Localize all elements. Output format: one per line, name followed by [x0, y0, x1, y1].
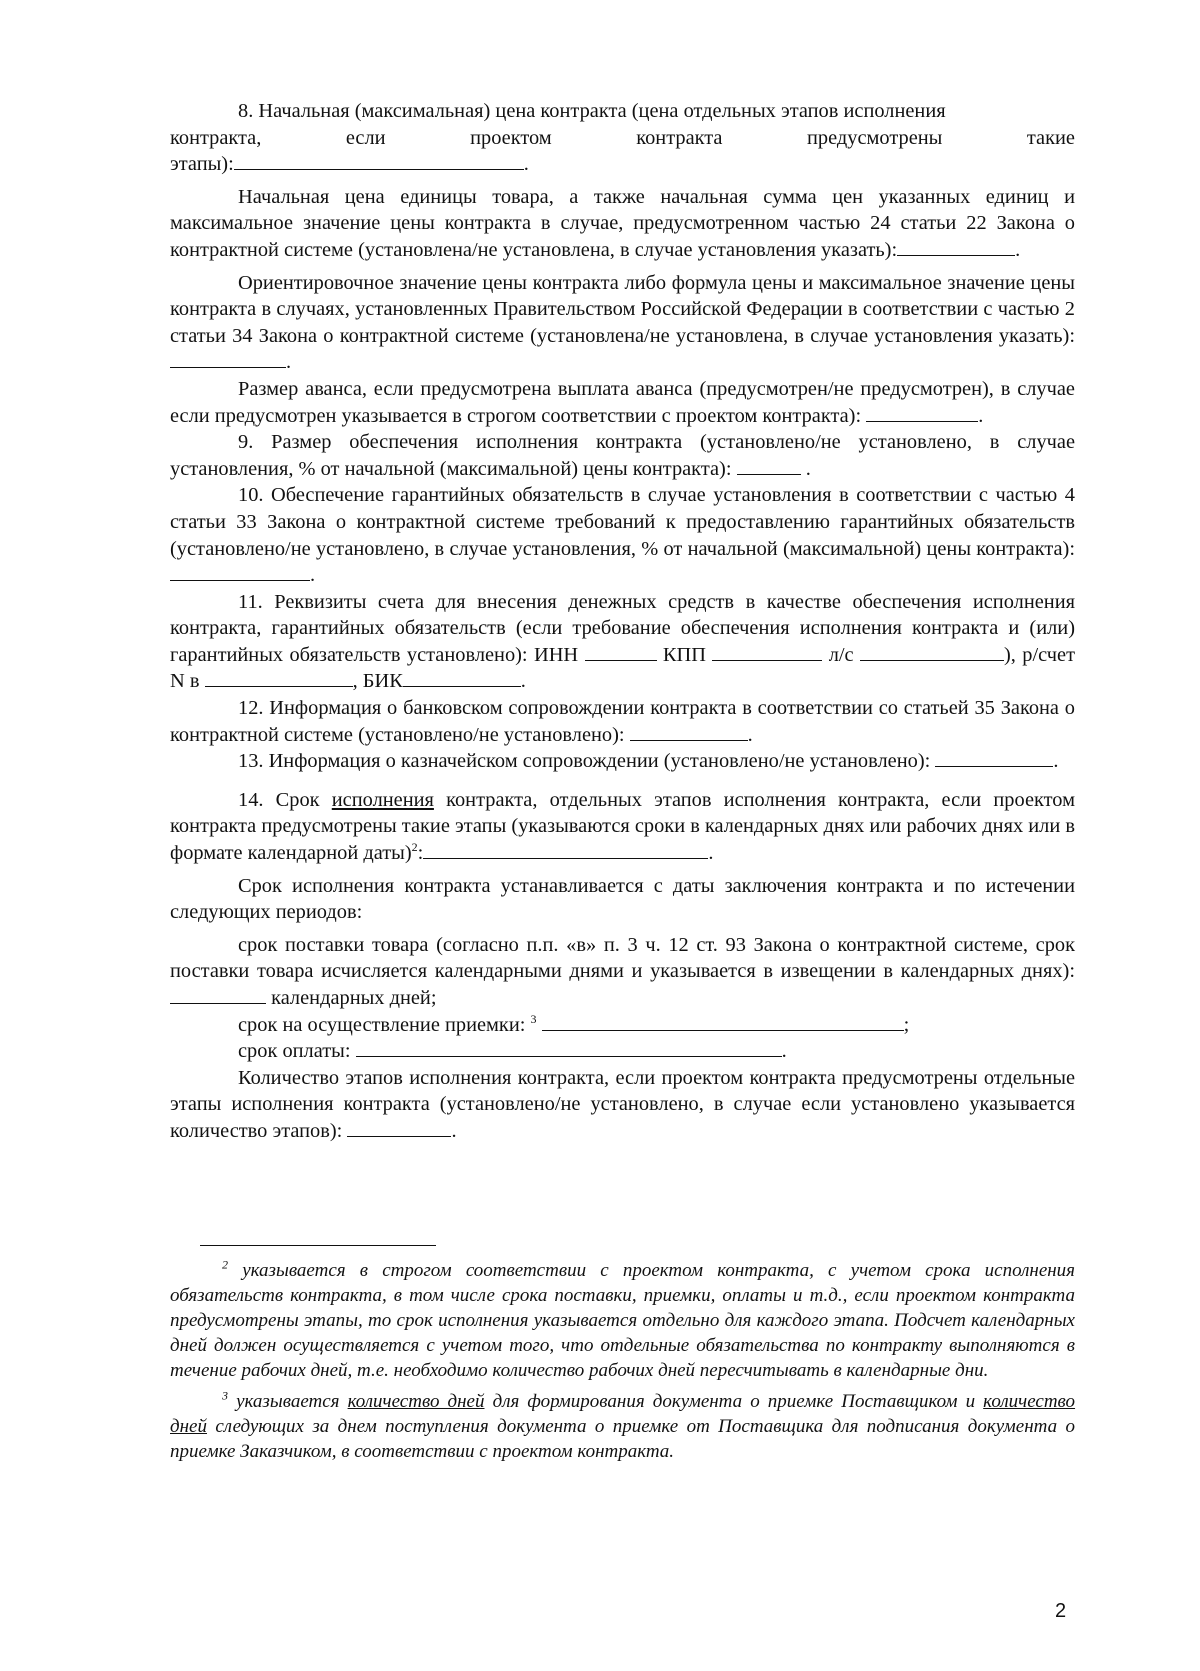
- blank-field[interactable]: [866, 403, 978, 422]
- page-number: 2: [1055, 1600, 1067, 1622]
- days-label: календарных дней;: [271, 987, 437, 1009]
- section-8-line2: [170, 125, 1075, 152]
- ls-label: л/с: [828, 643, 854, 666]
- text: контракта, отдельных этапов исполнения контракта, если проектом контракта предусмотрены такие этапы (указываются сроки в календарных днях или рабочих днях или в формате календарной даты): [170, 788, 1075, 865]
- term-paragraph: Срок исполнения контракта устанавливается с даты заключения контракта и по истечении следующих периодов:: [170, 874, 1075, 924]
- section-12-paragraph: [170, 695, 1075, 748]
- kpp-label: КПП: [662, 643, 706, 666]
- text: 11. Реквизиты счета для внесения денежных средств в качестве обеспечения исполнения контракта, гарантийных обязательств (если требование обеспечения исполнения контракта и (или) гарантийных обязательств установлено): ИНН: [170, 590, 1075, 666]
- ls-field[interactable]: [860, 642, 1004, 661]
- approx-price-paragraph: [170, 270, 1075, 376]
- label: срок оплаты:: [238, 1040, 351, 1063]
- section-14-paragraph: [170, 787, 1075, 867]
- blank-field[interactable]: [234, 151, 524, 170]
- footnote-text: указывается: [236, 1391, 340, 1412]
- word: такие: [1026, 126, 1075, 149]
- punct: .: [286, 351, 292, 374]
- blank-field[interactable]: [347, 1118, 451, 1137]
- delivery-paragraph: [170, 932, 1075, 1012]
- section-13-paragraph: [170, 748, 1075, 775]
- punct: .: [978, 404, 984, 427]
- punct: .: [523, 153, 529, 176]
- punct: .: [1053, 750, 1059, 773]
- text: 12. Информация о банковском сопровождении контракта в соответствии со статьей 35 Закона о контрактной системе (установлено/не установлено):: [170, 697, 1075, 746]
- footnote-2: [170, 1258, 1075, 1383]
- blank-field[interactable]: [170, 562, 310, 581]
- inn-field[interactable]: [585, 642, 657, 661]
- punct: .: [1015, 238, 1021, 261]
- advance-paragraph: [170, 376, 1075, 429]
- text: Количество этапов исполнения контракта, если проектом контракта предусмотрены отдельные этапы исполнения контракта (установлено/не установлено, в случае если установлено указывается количество этапов):: [170, 1066, 1075, 1142]
- punct: .: [781, 1040, 787, 1063]
- footnote-number: 2: [222, 1257, 228, 1272]
- footnote-text: указывается в строгом соответствии с проектом контракта, с учетом срока исполнения обязательств контракта, в том числе срока поставки, приемки, оплаты и т.д., если проектом контракта предусмотрены этапы, то срок исполнения указывается отдельно для каждого этапа. Подсчет календарных дней должен осуществляется с учетом того, что отдельные обязательства по контракту выполняются в течение рабочих дней, т.е. необходимо количество рабочих дней пересчитывать в календарные дни.: [170, 1260, 1076, 1381]
- punct: ;: [903, 1013, 910, 1036]
- payment-line: [170, 1038, 1075, 1065]
- blank-field[interactable]: [630, 722, 748, 741]
- blank-field[interactable]: [170, 349, 286, 368]
- text: 10. Обеспечение гарантийных обязательств в случае установления в соответствии с частью 4 статьи 33 Закона о контрактной системе требований к предоставлению гарантийных обязательств (установлено/не установлено, в случае установления, % от начальной (максимальной) цены контракта):: [170, 484, 1075, 560]
- text: 9. Размер обеспечения исполнения контракта (установлено/не установлено, в случае установления, % от начальной (максимальной) цены контракта):: [170, 431, 1075, 480]
- label: этапы):: [170, 153, 234, 176]
- footnotes: [170, 1258, 1075, 1464]
- section-9-paragraph: [170, 429, 1075, 482]
- punct: :: [417, 842, 424, 865]
- punct: .: [310, 564, 316, 587]
- blank-field[interactable]: [737, 456, 801, 475]
- text: срок поставки товара (согласно п.п. «в» п. 3 ч. 12 ст. 93 Закона о контрактной системе, срок поставки товара исчисляется календарными днями и указывается в извещении в календарных днях):: [170, 933, 1075, 983]
- days-field[interactable]: [170, 985, 266, 1004]
- blank-field[interactable]: [423, 840, 708, 859]
- word: проектом: [470, 126, 552, 149]
- footnote-ref-3[interactable]: 3: [530, 1011, 537, 1026]
- blank-field[interactable]: [356, 1038, 782, 1057]
- word: если: [345, 126, 386, 149]
- acceptance-line: [170, 1012, 1075, 1039]
- text: Начальная цена единицы товара, а также начальная сумма цен указанных единиц и максимальное значение цены контракта в случае, предусмотренном частью 24 статьи 22 Закона о контрактной системе (установлена/не установлена, в случае установления указать):: [170, 185, 1075, 261]
- footnote-3: [170, 1389, 1075, 1464]
- text: Ориентировочное значение цены контракта либо формула цены и максимальное значение цены контракта в случаях, установленных Правительством Российской Федерации в соответствии с частью 2 статьи 34 Закона о контрактной системе (установлена/не установлена, в случае установления указать):: [170, 271, 1075, 347]
- punct: .: [708, 842, 714, 865]
- stages-paragraph: [170, 1065, 1075, 1145]
- unit-price-paragraph: [170, 184, 1075, 264]
- blank-field[interactable]: [897, 237, 1015, 256]
- word: контракта,: [170, 126, 262, 149]
- underlined-text: исполнения: [331, 788, 434, 811]
- footnote-number: 3: [222, 1388, 228, 1403]
- underlined-text: количество дней: [170, 1391, 1076, 1437]
- punct: .: [451, 1119, 457, 1142]
- footnote-ref-2[interactable]: 2: [411, 840, 418, 855]
- footnote-text: следующих за днем поступления документа о приемке от Поставщика для подписания документа о приемке Заказчиком, в соответствии с проектом контракта.: [170, 1416, 1075, 1462]
- text: Размер аванса, если предусмотрена выплата аванса (предусмотрен/не предусмотрен), в случае если предусмотрен указывается в строгом соответствии с проектом контракта):: [170, 377, 1075, 427]
- word: предусмотрены: [807, 126, 943, 149]
- text: 13. Информация о казначейском сопровождении (установлено/не установлено):: [238, 750, 931, 773]
- underlined-text: количество дней: [347, 1391, 485, 1412]
- punct: .: [520, 670, 526, 693]
- word: контракта: [636, 126, 723, 149]
- text: 14. Срок: [238, 788, 320, 811]
- document-body: [170, 98, 1075, 1145]
- blank-field[interactable]: [935, 748, 1053, 767]
- bik-label: , БИК: [352, 670, 403, 693]
- rs-label: ), р/счет N в: [170, 643, 1075, 693]
- footnote-separator: [200, 1245, 436, 1246]
- section-10-paragraph: [170, 482, 1075, 588]
- punct: .: [805, 457, 811, 480]
- section-11-paragraph: [170, 589, 1075, 695]
- footnote-text: для формирования документа о приемке Поставщиком и: [492, 1391, 976, 1412]
- section-8-line3: [170, 151, 1075, 178]
- bank-field[interactable]: [205, 668, 353, 687]
- blank-field[interactable]: [542, 1012, 904, 1031]
- punct: .: [747, 723, 753, 746]
- bik-field[interactable]: [403, 668, 521, 687]
- label: срок на осуществление приемки:: [238, 1013, 526, 1036]
- kpp-field[interactable]: [712, 642, 822, 661]
- section-8-line1: 8. Начальная (максимальная) цена контракта (цена отдельных этапов исполнения: [238, 100, 946, 122]
